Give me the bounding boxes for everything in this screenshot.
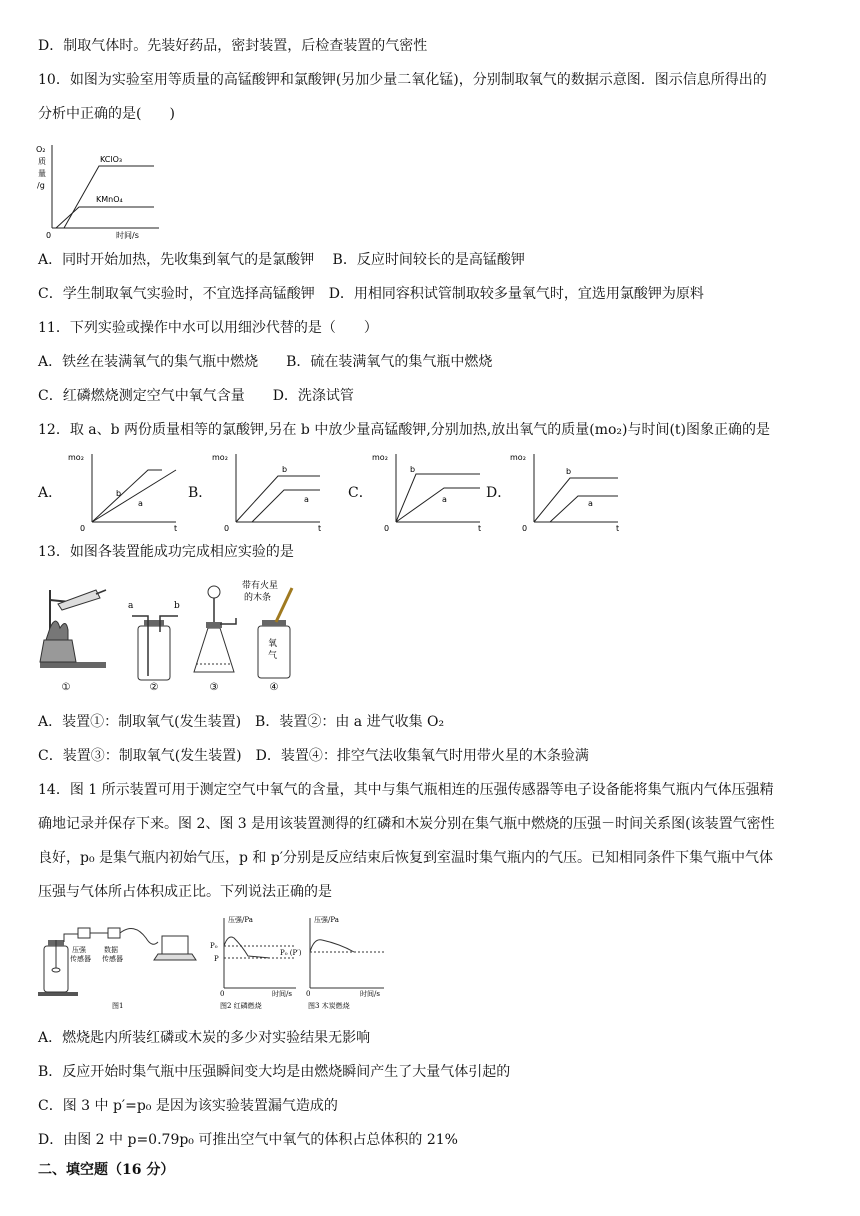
q12b-origin: 0 [224,524,230,532]
splint-label-2: 的木条 [244,593,272,603]
q14-fig3-p0: P₀ (P′) [280,949,302,957]
section-2-heading: 二、填空题（16 分） [38,1162,175,1178]
q14-fig2-ylabel: 压强/Pa [228,916,253,924]
q13-options-ab: A．装置①：制取氧气(发生装置) B．装置②：由 a 进气收集 O₂ [38,714,445,730]
q14-fig3-origin: 0 [306,990,311,998]
q10-options-ab: A．同时开始加热，先收集到氧气的是氯酸钾 B．反应时间较长的是高锰酸钾 [38,252,525,268]
port-b-label: b [174,601,180,611]
q12b-xlabel: t [318,524,322,532]
q12-option-b-label: B． [188,485,213,501]
apparatus-label-4: ④ [269,682,279,693]
q12a-curve-b [92,470,162,522]
q12d-label-b: b [566,467,572,476]
apparatus-3-flask [194,586,236,693]
q13-apparatus [36,578,316,698]
q10-curve-kmno4 [56,207,154,228]
q12a-label-a: a [138,499,143,508]
q14-sensor2-line1: 数据 [104,946,118,954]
q10-ylabel-4: /g [37,181,45,190]
gas-label-2: 气 [268,651,278,661]
q14-fig3-xlabel: 时间/s [360,990,380,998]
q12d-xlabel: t [616,524,620,532]
q12-option-c-label: C． [348,485,373,501]
q14-sensor2-line2: 传感器 [102,955,123,963]
q12b-label-b: b [282,465,288,474]
q12c-xlabel: t [478,524,482,532]
q14-fig1-caption: 图1 [112,1002,124,1010]
q12d-ylabel: mo₂ [510,453,526,462]
splint-label-1: 带有火星 [242,581,279,591]
q14-sensor1-line2: 传感器 [70,955,91,963]
q10-options-cd: C．学生制取氧气实验时，不宜选择高锰酸钾 D．用相同容积试管制取较多量氧气时，宜选用氯酸钾为原料 [38,286,704,302]
q14-fig3-caption: 图3 木炭燃烧 [308,1002,350,1010]
q10-stem-line2: 分析中正确的是( ) [38,106,175,122]
q10-stem-line1: 10．如图为实验室用等质量的高锰酸钾和氯酸钾(另加少量二氧化锰)，分别制取氧气的数据示意图．图示信息所得出的 [38,72,767,88]
port-a-label: a [128,601,134,611]
q10-xlabel: 时间/s [116,231,139,240]
q14-fig1-setup [38,928,196,1010]
apparatus-label-2: ② [149,682,159,693]
q12c-label-b: b [410,465,416,474]
q14-stem-line2: 确地记录并保存下来。图 2、图 3 是用该装置测得的红磷和木炭分别在集气瓶中燃烧的压强－时间关系图(该装置气密性 [38,816,775,832]
q10-series-kclo3: KClO₃ [100,155,123,164]
q12b-ylabel: mo₂ [212,453,228,462]
q14-stem-line3: 良好，p₀ 是集气瓶内初始气压，p 和 p′分别是反应结束后恢复到室温时集气瓶内的气压。已知相同条件下集气瓶中气体 [38,850,774,866]
apparatus-label-1: ① [61,682,71,693]
q13-options-cd: C．装置③：制取氧气(发生装置) D．装置④：排空气法收集氧气时用带火星的木条验满 [38,748,589,764]
q14-stem-line4: 压强与气体所占体积成正比。下列说法正确的是 [38,884,332,900]
apparatus-1-heating [40,590,106,693]
q11-options-cd: C．红磷燃烧测定空气中氧气含量 D．洗涤试管 [38,388,354,404]
q12-graph-b [208,448,328,532]
q11-stem: 11．下列实验或操作中水可以用细沙代替的是（ ） [38,320,378,336]
q12a-origin: 0 [80,524,86,532]
q11-options-ab: A．铁丝在装满氧气的集气瓶中燃烧 B．硫在装满氧气的集气瓶中燃烧 [38,354,493,370]
q12d-label-a: a [588,499,593,508]
q10-ylabel-2: 质 [38,157,46,166]
q10-ylabel-1: O₂ [36,145,46,154]
q14-option-d: D．由图 2 中 p=0.79p₀ 可推出空气中氧气的体积占总体积的 21% [38,1132,458,1148]
q10-graph [34,140,174,240]
q12d-origin: 0 [522,524,528,532]
q12c-label-a: a [442,495,447,504]
q14-fig2-caption: 图2 红磷燃烧 [220,1002,262,1010]
q14-option-b: B．反应开始时集气瓶中压强瞬间变大均是由燃烧瞬间产生了大量气体引起的 [38,1064,511,1080]
gas-label-1: 氧 [268,639,278,649]
q12b-label-a: a [304,495,309,504]
q12c-origin: 0 [384,524,390,532]
q12a-xlabel: t [174,524,178,532]
q13-stem: 13．如图各装置能成功完成相应实验的是 [38,544,294,560]
q14-sensor1-line1: 压强 [72,946,86,954]
q14-fig3-ylabel: 压强/Pa [314,916,339,924]
q12-option-a-label: A． [38,485,63,501]
q14-fig2-graph [210,915,296,1010]
q14-option-a: A．燃烧匙内所装红磷或木炭的多少对实验结果无影响 [38,1030,371,1046]
q10-origin: 0 [46,231,52,240]
q10-ylabel-3: 量 [38,169,46,178]
q12a-curve-a [92,470,176,522]
q12-graph-c [368,448,488,532]
q14-fig2-p: P [214,955,219,963]
q12-graph-d [506,448,626,532]
q14-figures [34,912,394,1012]
q14-fig2-p0: P₀ [210,942,218,950]
q14-option-c: C．图 3 中 p′=p₀ 是因为该实验装置漏气造成的 [38,1098,338,1114]
apparatus-label-3: ③ [209,682,219,693]
q12c-ylabel: mo₂ [372,453,388,462]
q14-fig2-xlabel: 时间/s [272,990,292,998]
q14-stem-line1: 14．图 1 所示装置可用于测定空气中氧气的含量，其中与集气瓶相连的压强传感器等电子设备能将集气瓶内气体压强精 [38,782,774,798]
q12a-ylabel: mo₂ [68,453,84,462]
q12a-label-b: b [116,489,122,498]
apparatus-4-gas-jar [242,579,292,693]
apparatus-2-bottle [128,601,180,693]
q12-graph-a [64,448,184,532]
q12-stem: 12．取 a、b 两份质量相等的氯酸钾,另在 b 中放少量高锰酸钾,分别加热,放出氧气的质量(mo₂)与时间(t)图象正确的是 [38,422,771,438]
q9-option-d: D．制取气体时。先装好药品，密封装置，后检查装置的气密性 [38,38,428,54]
q14-fig2-origin: 0 [220,990,225,998]
q10-series-kmno4: KMnO₄ [96,195,123,204]
q14-fig3-graph [280,915,384,1010]
q12-option-d-label: D． [486,485,512,501]
